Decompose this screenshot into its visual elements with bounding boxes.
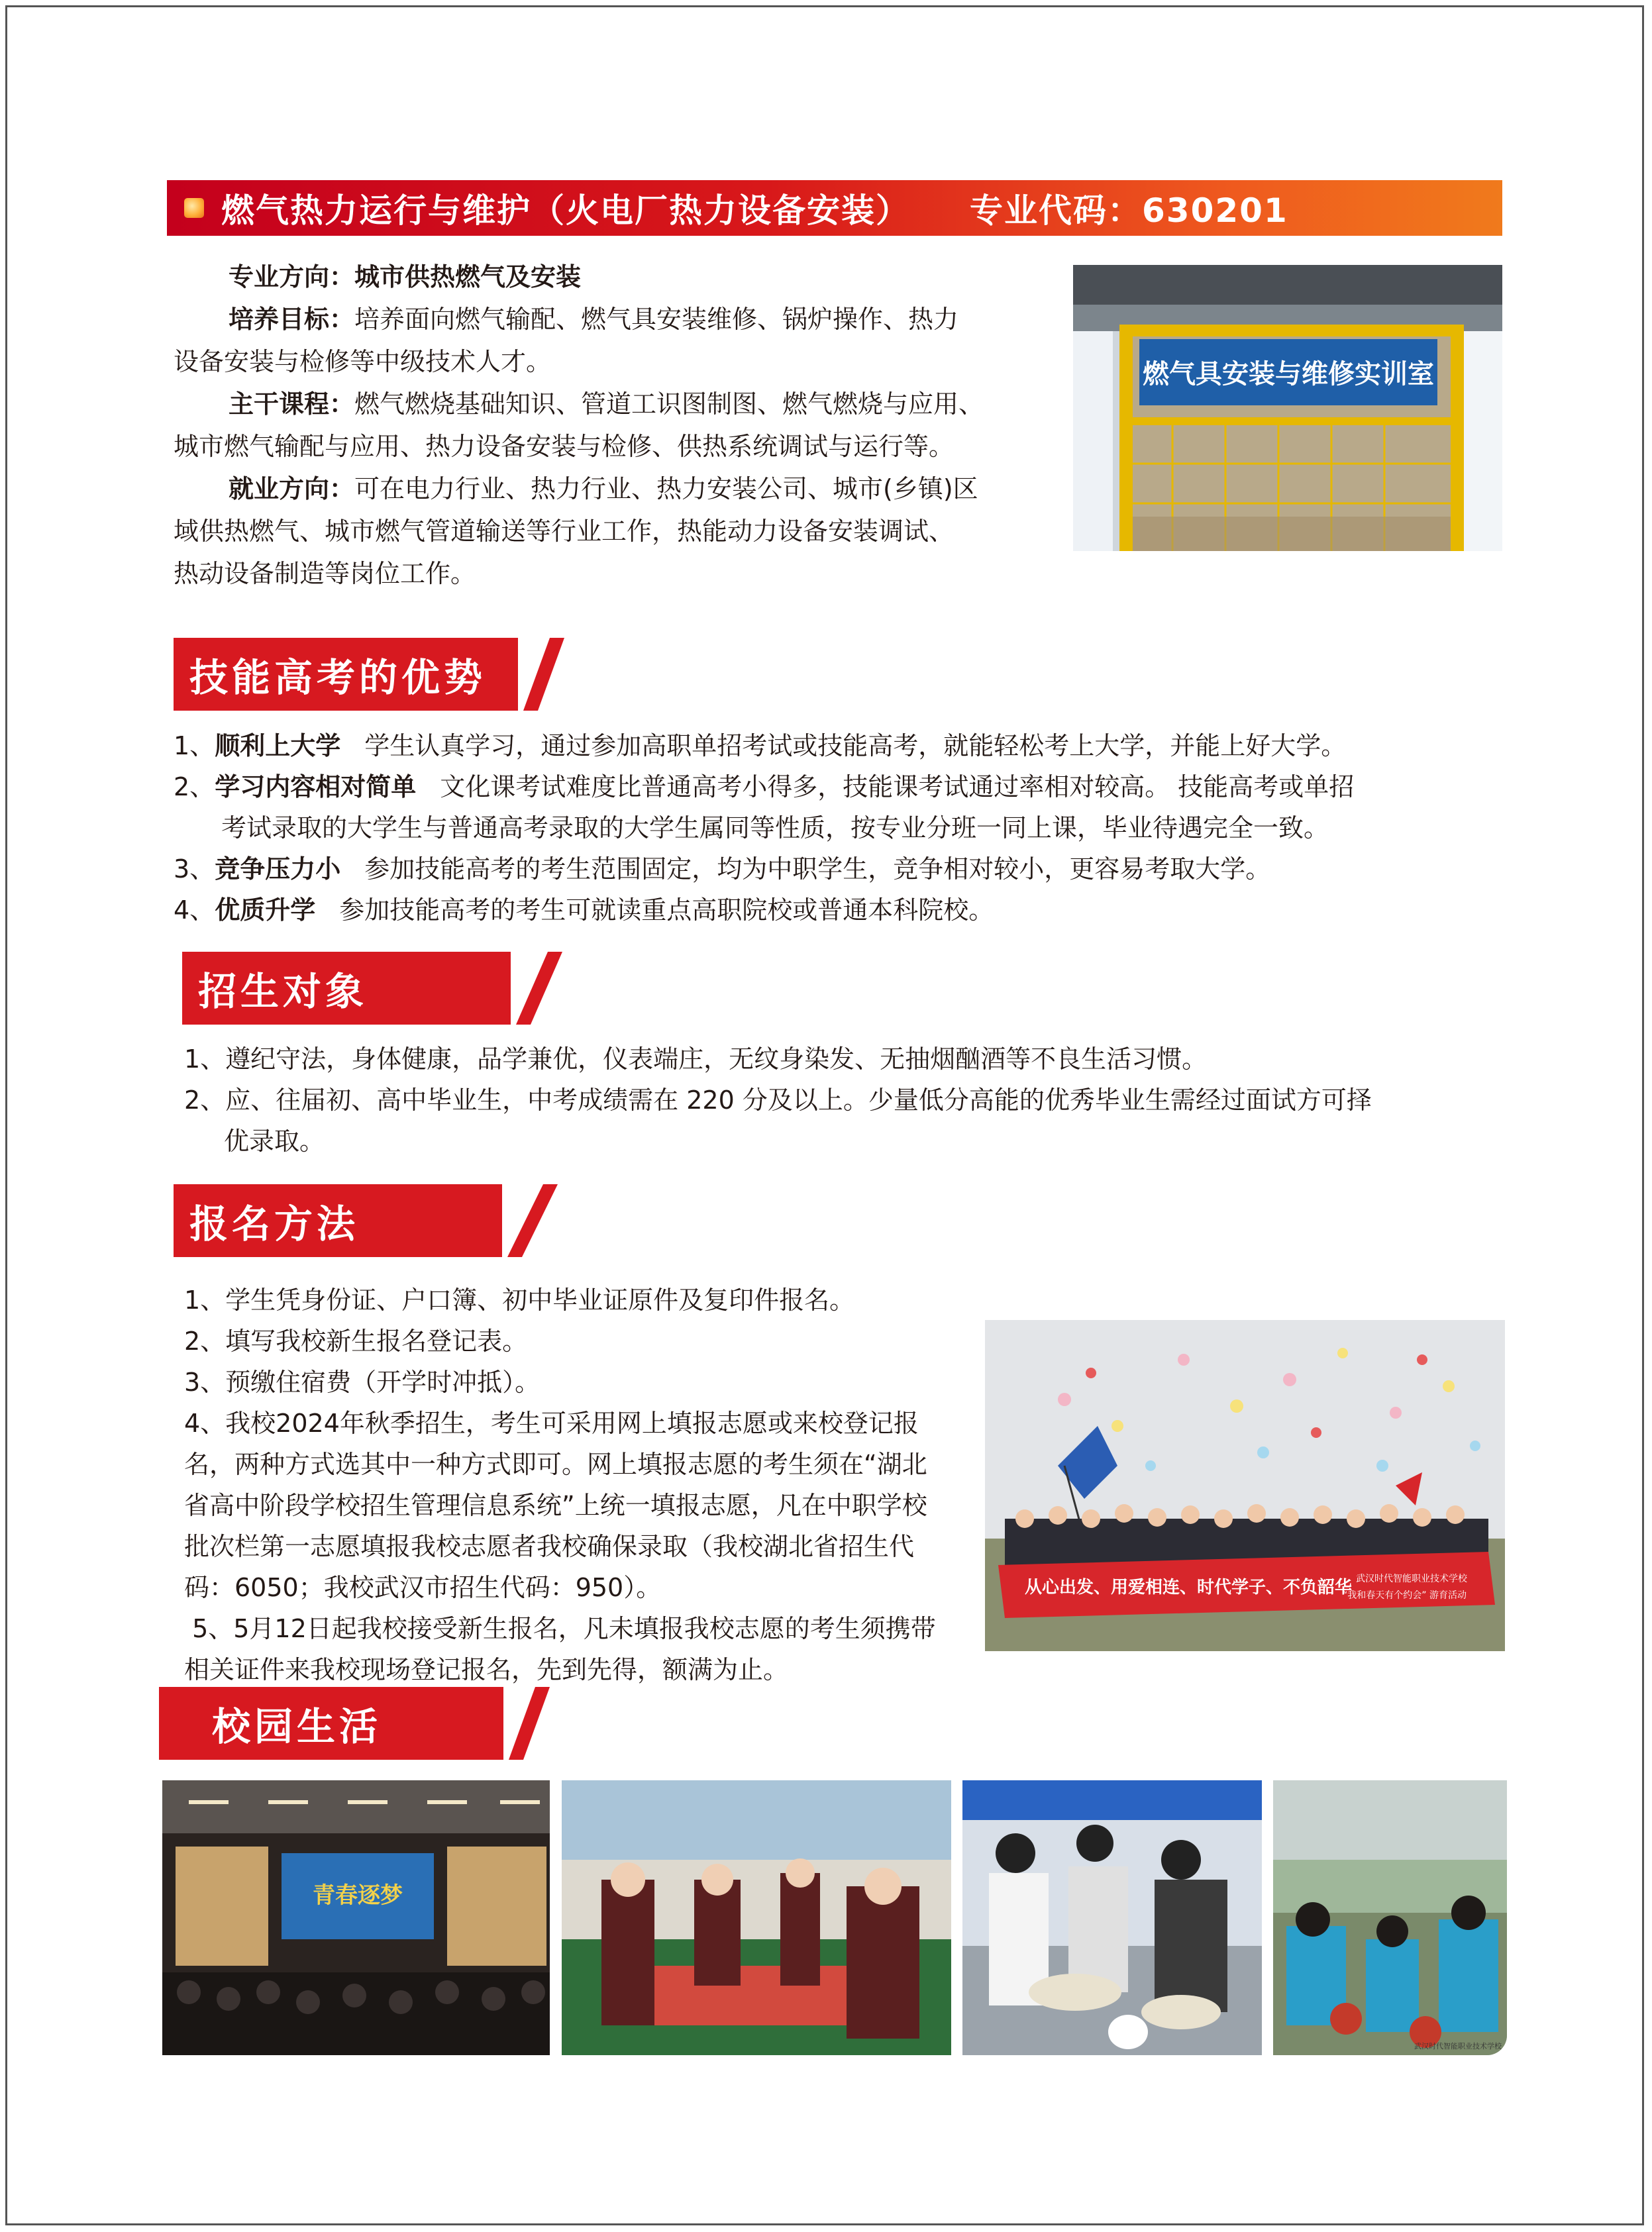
signup-line-3: 3、预缴住宿费（开学时冲抵）。: [184, 1368, 541, 1397]
targets-list: [184, 1039, 1372, 1162]
target-line-3: 优录取。: [224, 1127, 325, 1156]
advantage-item-1: 1、顺利上大学 学生认真学习，通过参加高职单招考试或技能高考，就能轻松考上大学，并能上好大学。: [174, 731, 1347, 760]
lab-sign-text: 燃气具安装与维修实训室: [1143, 358, 1434, 389]
advantages-list: [174, 725, 1354, 931]
signup-line-2: 2、填写我校新生报名登记表。: [184, 1327, 528, 1356]
course-line-2: 城市燃气输配与应用、热力设备安装与检修、供热系统调试与运行等。: [174, 432, 955, 461]
major-title: 燃气热力运行与维护（火电厂热力设备安装）: [221, 191, 910, 230]
signup-line-10: 相关证件来我校现场登记报名，先到先得，额满为止。: [184, 1655, 789, 1684]
signup-line-6: 省高中阶段学校招生管理信息系统”上统一填报志愿，凡在中职学校: [184, 1491, 927, 1520]
banner-slogan-text: 从心出发、用爱相连、时代学子、不负韶华: [1025, 1578, 1353, 1598]
signup-line-8: 码：6050；我校武汉市招生代码：950）。: [184, 1573, 662, 1602]
direction-line: 专业方向：城市供热燃气及安装: [229, 262, 582, 291]
banner-event-text: “我和春天有个约会” 游育活动: [1343, 1590, 1467, 1601]
banner-school-text: 武汉时代智能职业技术学校: [1356, 1574, 1467, 1584]
campus-photo-field: [562, 1780, 951, 2055]
signup-line-9: 5、5月12日起我校接受新生报名，凡未填报我校志愿的考生须携带: [184, 1614, 936, 1643]
watermark-text: 武汉时代智能职业技术学校: [1414, 2042, 1502, 2051]
signup-line-5: 名，两种方式选其中一种方式即可。网上填报志愿的考生须在“湖北: [184, 1450, 927, 1479]
signup-line-7: 批次栏第一志愿填报我校志愿者我校确保录取（我校湖北省招生代: [184, 1532, 915, 1561]
job-line-3: 热动设备制造等岗位工作。: [174, 559, 476, 588]
advantages-heading: 技能高考的优势: [174, 638, 564, 711]
targets-heading: 招生对象: [182, 952, 570, 1025]
bullet-icon: [184, 198, 204, 218]
signup-line-4: 4、我校2024年秋季招生，考生可采用网上填报志愿或来校登记报: [184, 1409, 919, 1438]
signup-list: [184, 1280, 936, 1690]
auditorium-screen-text: 青春逐梦: [313, 1882, 403, 1909]
goal-line-2: 设备安装与检修等中级技术人才。: [174, 347, 552, 376]
advantage-item-4: 4、优质升学 参加技能高考的考生可就读重点高职院校或普通本科院校。: [174, 895, 994, 925]
job-line-1: 就业方向：可在电力行业、热力行业、热力安装公司、城市(乡镇)区: [229, 474, 978, 503]
campus-photo-outdoor: [1273, 1780, 1507, 2055]
advantage-item-2: 2、学习内容相对简单 文化课考试难度比普通高考小得多，技能课考试通过率相对较高。 技能高考或单招: [174, 772, 1355, 801]
signup-line-1: 1、学生凭身份证、户口簿、初中毕业证原件及复印件报名。: [184, 1286, 855, 1315]
signup-heading: 报名方法: [174, 1184, 564, 1257]
lab-photo: [1073, 265, 1502, 551]
target-line-1: 1、遵纪守法，身体健康，品学兼优，仪表端庄，无纹身染发、无抽烟酗酒等不良生活习惯。: [184, 1044, 1208, 1074]
course-line-1: 主干课程：燃气燃烧基础知识、管道工识图制图、燃气燃烧与应用、: [229, 389, 984, 419]
major-title-bar: [167, 180, 1502, 236]
advantage-item-2-cont: 考试录取的大学生与普通高考录取的大学生属同等性质，按专业分班一同上课，毕业待遇完全一致。: [221, 813, 1329, 842]
job-line-2: 域供热燃气、城市燃气管道输送等行业工作，热能动力设备安装调试、: [174, 517, 955, 546]
target-line-2: 2、应、往届初、高中毕业生，中考成绩需在 220 分及以上。少量低分高能的优秀毕业生需经过面试方可择: [184, 1086, 1372, 1115]
goal-line-1: 培养目标：培养面向燃气输配、燃气具安装维修、锅炉操作、热力: [229, 305, 959, 334]
campus-photo-auditorium: [162, 1780, 550, 2055]
major-code: 专业代码：630201: [970, 191, 1288, 230]
campus-heading: 校园生活: [159, 1687, 550, 1760]
group-photo: [985, 1320, 1505, 1651]
campus-photo-cooking: [962, 1780, 1262, 2055]
advantage-item-3: 3、竞争压力小 参加技能高考的考生范围固定，均为中职学生，竞争相对较小，更容易考取大学。: [174, 854, 1271, 884]
